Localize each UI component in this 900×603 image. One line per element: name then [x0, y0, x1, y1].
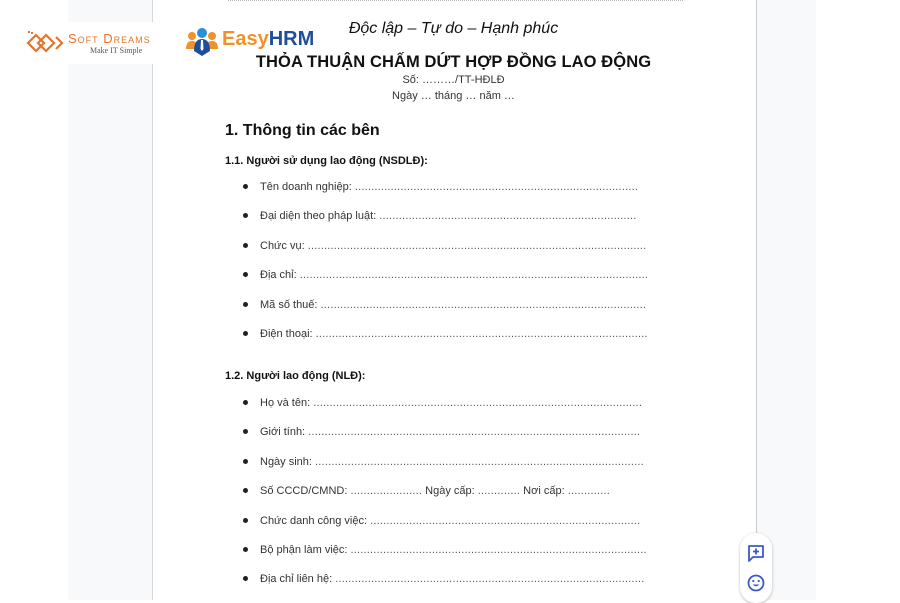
bullet-icon [243, 488, 248, 493]
bullet-icon [243, 331, 248, 336]
softdreams-name: Soft Dreams [68, 31, 151, 46]
list-item: Địa chỉ: ........................................................................................................... [243, 269, 648, 281]
list-item: Đại diện theo pháp luật: ............................................................................... [243, 210, 637, 222]
bullet-icon [243, 576, 248, 581]
emoji-reaction-icon[interactable] [746, 573, 766, 593]
floating-side-toolbar [740, 533, 772, 603]
list-item: Chức vụ: ........................................................................................................ [243, 240, 646, 252]
list-item: Điện thoại: ...................................................................................................... [243, 328, 648, 340]
list-item: Giới tính: ...................................................................................................... [243, 426, 640, 438]
bullet-icon [243, 429, 248, 434]
softdreams-tagline: Make IT Simple [90, 46, 143, 55]
bullet-icon [243, 400, 248, 405]
list-item: Số CCCD/CMND: ...................... Ngày cấp: ............. Nơi cấp: ............. [243, 485, 610, 497]
list-item: Chức danh công việc: ................................................................................... [243, 515, 640, 527]
bullet-icon [243, 459, 248, 464]
document-date: Ngày … tháng … năm … [392, 90, 515, 102]
bullet-icon [243, 184, 248, 189]
employer-heading: 1.1. Người sử dụng lao động (NSDLĐ): [225, 155, 428, 167]
document-number: Số: ………/TT-HĐLĐ [402, 74, 505, 86]
bullet-icon [243, 547, 248, 552]
document-title: THỎA THUẬN CHẤM DỨT HỢP ĐỒNG LAO ĐỘNG [255, 53, 652, 71]
bullet-icon [243, 213, 248, 218]
easyhrm-name: EasyHRM [222, 28, 315, 50]
bullet-icon [243, 243, 248, 248]
bullet-icon [243, 272, 248, 277]
list-item: Địa chỉ liên hệ: ............................................................................................... [243, 573, 645, 585]
list-item: Bộ phận làm việc: ........................................................................................... [243, 544, 647, 556]
add-comment-icon[interactable] [746, 543, 766, 563]
section-heading-parties: 1. Thông tin các bên [225, 122, 380, 139]
list-item: Họ và tên: ..................................................................................................... [243, 397, 642, 409]
page-top-border [228, 0, 683, 3]
list-item: Ngày sinh: ..................................................................................................... [243, 456, 644, 468]
national-motto: Độc lập – Tự do – Hạnh phúc [348, 20, 559, 37]
list-item: Tên doanh nghiệp: ....................................................................................... [243, 181, 638, 193]
list-item: Mã số thuế: .................................................................................................... [243, 299, 646, 311]
bullet-icon [243, 518, 248, 523]
bullet-icon [243, 302, 248, 307]
employee-heading: 1.2. Người lao động (NLĐ): [225, 370, 366, 382]
